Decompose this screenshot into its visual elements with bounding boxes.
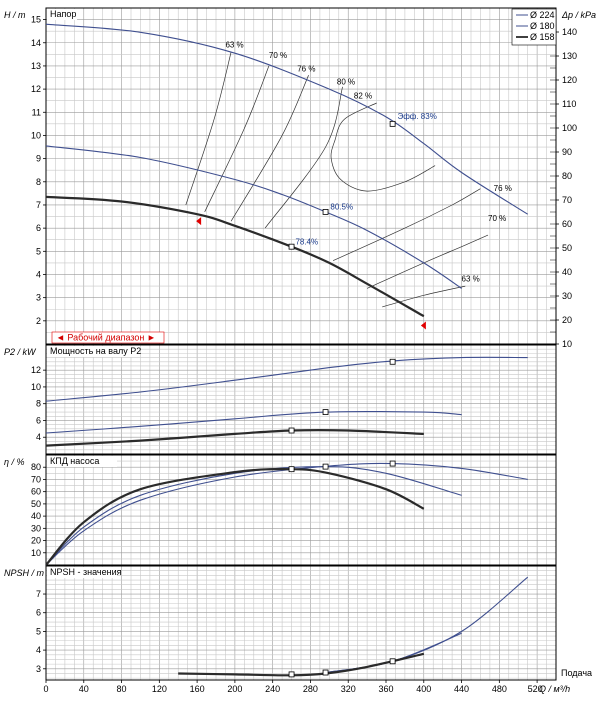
y-tick-label: 10 — [30, 547, 41, 558]
isoline-label: 76 % — [297, 64, 316, 74]
operating-point-marker — [323, 209, 328, 214]
operating-point-marker — [289, 428, 294, 433]
y2-tick-label: 90 — [562, 147, 573, 157]
y-axis-label: NPSH / m — [4, 568, 45, 578]
x-tick-label: 400 — [416, 684, 432, 694]
panel-title: Напор — [50, 9, 77, 19]
y-tick-label: 6 — [35, 415, 41, 426]
legend-entry: Ø 224 — [530, 10, 555, 20]
y2-tick-label: 10 — [562, 339, 573, 349]
y-tick-label: 3 — [35, 663, 41, 674]
operating-point-marker — [289, 244, 294, 249]
y-tick-label: 3 — [35, 292, 41, 303]
x-tick-label: 480 — [491, 684, 507, 694]
y-tick-label: 30 — [30, 523, 41, 534]
y2-tick-label: 70 — [562, 195, 573, 205]
marker-label: 80.5% — [330, 202, 354, 212]
operating-range-bar — [52, 332, 164, 343]
marker-label: 78.4% — [295, 237, 319, 247]
y2-tick-label: 140 — [562, 27, 578, 37]
x-tick-label: 320 — [340, 684, 356, 694]
operating-point-marker — [390, 121, 395, 126]
isoline-label: 80 % — [336, 77, 356, 87]
y-tick-label: 7 — [35, 589, 41, 600]
y-tick-label: 8 — [35, 398, 41, 409]
operating-point-marker — [390, 461, 395, 466]
y2-tick-label: 80 — [562, 171, 573, 181]
y-tick-label: 10 — [30, 381, 41, 392]
y-tick-label: 20 — [30, 535, 41, 546]
y-axis-label: η / % — [4, 457, 25, 467]
y-tick-label: 70 — [30, 474, 41, 485]
y-tick-label: 6 — [35, 607, 41, 618]
y2-tick-label: 120 — [562, 75, 578, 85]
y-tick-label: 7 — [35, 199, 41, 210]
x-tick-label: 120 — [151, 684, 167, 694]
x-tick-label: 440 — [454, 684, 470, 694]
y2-tick-label: 110 — [562, 99, 577, 109]
isoline-label: 70 % — [488, 214, 507, 224]
y-tick-label: 12 — [30, 84, 41, 95]
y-tick-label: 4 — [35, 269, 41, 280]
y2-tick-label: 100 — [562, 123, 578, 133]
y-axis-label: H / m — [4, 10, 26, 20]
operating-point-marker — [323, 670, 328, 675]
operating-point-marker — [289, 467, 294, 472]
x-tick-label: 360 — [378, 684, 394, 694]
operating-point-marker — [289, 672, 294, 677]
y-tick-label: 60 — [30, 486, 41, 497]
y-tick-label: 6 — [35, 223, 41, 234]
operating-point-marker — [390, 659, 395, 664]
y-tick-label: 15 — [30, 14, 41, 25]
y-tick-label: 5 — [35, 246, 41, 257]
y-tick-label: 50 — [30, 498, 41, 509]
range-label: ◄ Рабочий диапазон ► — [56, 332, 156, 343]
panel-title: КПД насоса — [50, 456, 100, 466]
isoline-label: 63 % — [225, 40, 244, 50]
x-tick-label: 520 — [527, 684, 543, 694]
x-tick-label: 200 — [227, 684, 243, 694]
y2-tick-label: 50 — [562, 243, 573, 253]
x-axis-label: Q / м³/h — [539, 684, 571, 694]
y2-tick-label: 40 — [562, 267, 573, 277]
panel-title: NPSH - значения — [50, 567, 122, 577]
x-tick-label: 160 — [189, 684, 205, 694]
y2-axis-label: Δp / kPa — [562, 10, 597, 20]
y-tick-label: 40 — [30, 511, 41, 522]
y-tick-label: 2 — [35, 315, 41, 326]
operating-point-marker — [390, 359, 395, 364]
y-tick-label: 12 — [30, 365, 41, 376]
y-tick-label: 10 — [30, 130, 41, 141]
legend-entry: Ø 180 — [530, 21, 555, 31]
legend-entry: Ø 158 — [530, 32, 555, 42]
isoline-label: 63 % — [461, 274, 480, 284]
y2-tick-label: 20 — [562, 315, 573, 325]
x-tick-label: 280 — [302, 684, 318, 694]
y-tick-label: 13 — [30, 60, 41, 71]
y-tick-label: 14 — [30, 37, 41, 48]
x-side-label: Подача — [561, 668, 593, 678]
legend — [512, 9, 556, 45]
y-tick-label: 80 — [30, 462, 41, 473]
marker-label: Эфф. 83% — [397, 112, 437, 122]
isoline-label: 82 % — [353, 91, 373, 101]
y-tick-label: 9 — [35, 153, 41, 164]
x-tick-label: 0 — [43, 684, 49, 694]
y-axis-label: P2 / kW — [4, 347, 36, 357]
operating-point-marker — [323, 410, 328, 415]
isoline-label: 76 % — [493, 184, 512, 194]
y-tick-label: 8 — [35, 176, 41, 187]
operating-point-marker — [323, 464, 328, 469]
y-tick-label: 11 — [31, 107, 41, 118]
isoline-label: 70 % — [268, 50, 288, 60]
y-tick-label: 4 — [35, 645, 41, 656]
y2-tick-label: 60 — [562, 219, 573, 229]
x-tick-label: 240 — [265, 684, 281, 694]
y-tick-label: 5 — [35, 626, 41, 637]
panel-title: Мощность на валу P2 — [50, 346, 142, 356]
x-tick-label: 40 — [78, 684, 89, 694]
x-tick-label: 80 — [116, 684, 127, 694]
y-tick-label: 4 — [35, 432, 41, 443]
y2-tick-label: 30 — [562, 291, 573, 301]
y2-tick-label: 130 — [562, 51, 578, 61]
